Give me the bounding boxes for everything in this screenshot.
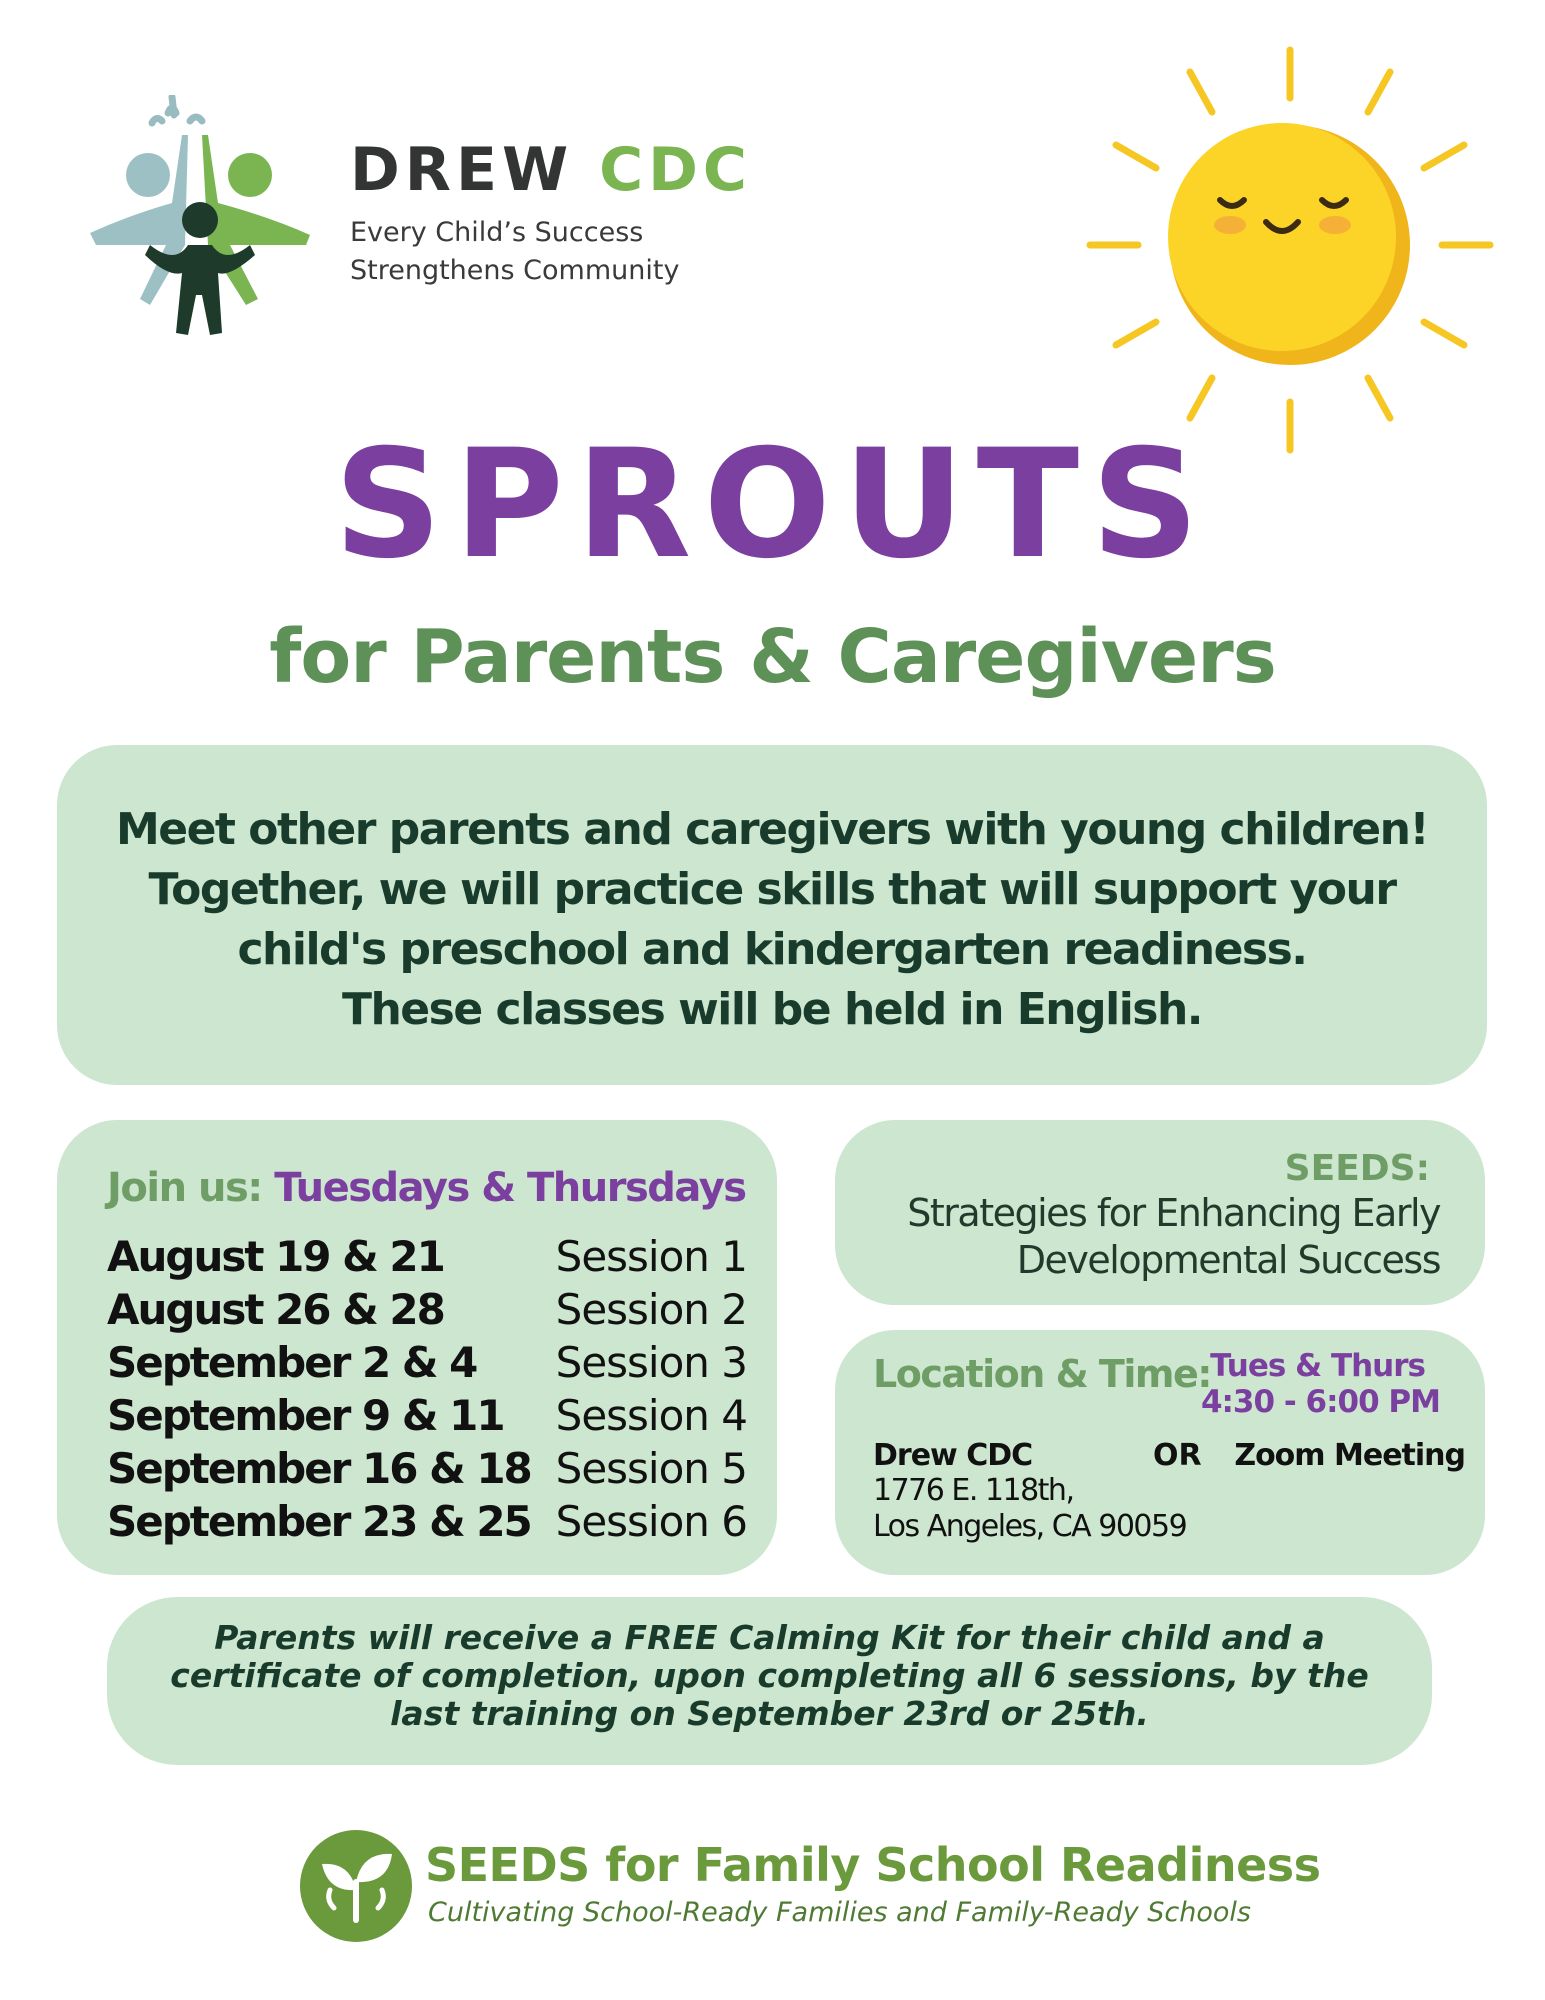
intro-line: Meet other parents and caregivers with young children! [115, 804, 1429, 855]
location-zoom: Zoom Meeting [1234, 1438, 1465, 1473]
note-text [107, 1619, 1432, 1733]
schedule-heading [107, 1165, 746, 1211]
location-time: 4:30 - 6:00 PM [1200, 1384, 1440, 1420]
seeds-title: SEEDS: [1284, 1148, 1430, 1189]
location-or: OR [1153, 1438, 1202, 1473]
brand-block [350, 135, 752, 290]
schedule-days: Tuesdays & Thursdays [274, 1165, 746, 1211]
schedule-date: September 9 & 11 [107, 1391, 504, 1440]
brand-tagline [350, 214, 752, 290]
seeds-desc-line: Strategies for Enhancing Early [907, 1191, 1440, 1235]
schedule-session: Session 3 [555, 1338, 747, 1387]
footer-subtitle: Cultivating School-Ready Families and Family-Ready Schools [428, 1897, 1251, 1928]
seeds-desc-line: Developmental Success [1016, 1238, 1440, 1282]
schedule-date: September 23 & 25 [107, 1497, 531, 1546]
intro-line: child's preschool and kindergarten readiness. [237, 924, 1307, 975]
intro-line: These classes will be held in English. [341, 984, 1203, 1035]
brand-tagline-line2: Strengthens Community [350, 255, 680, 286]
intro-card [57, 745, 1487, 1085]
note-line: certificate of completion, upon completing all 6 sessions, by the [170, 1656, 1369, 1695]
page-subtitle: for Parents & Caregivers [269, 614, 1276, 700]
location-address [873, 1473, 1186, 1545]
note-line: last training on September 23rd or 25th. [390, 1694, 1149, 1733]
schedule-date: August 19 & 21 [107, 1232, 444, 1281]
schedule-date: September 2 & 4 [107, 1338, 477, 1387]
location-card [835, 1330, 1485, 1575]
schedule-date: August 26 & 28 [107, 1285, 444, 1334]
address-line: 1776 E. 118th, [873, 1473, 1074, 1508]
schedule-row [107, 1495, 747, 1548]
schedule-row [107, 1389, 747, 1442]
brand-name-drew: DREW [350, 135, 574, 205]
schedule-join-label: Join us: [107, 1165, 262, 1211]
page-title: SPROUTS [333, 418, 1212, 592]
address-line: Los Angeles, CA 90059 [873, 1509, 1187, 1544]
intro-line: Together, we will practice skills that will support your [148, 864, 1396, 915]
schedule-list [107, 1230, 747, 1548]
location-label: Location & Time: [873, 1352, 1211, 1396]
brand-tagline-line1: Every Child’s Success [350, 217, 644, 248]
location-venue: Drew CDC [873, 1438, 1033, 1473]
schedule-row [107, 1230, 747, 1283]
schedule-date: September 16 & 18 [107, 1444, 531, 1493]
schedule-session: Session 4 [555, 1391, 747, 1440]
schedule-row [107, 1442, 747, 1495]
location-days: Tues & Thurs [1210, 1348, 1425, 1384]
footer-title: SEEDS for Family School Readiness [425, 1838, 1321, 1892]
smiling-sun-icon [1080, 40, 1500, 460]
brand-name [350, 135, 752, 205]
brand-name-cdc: CDC [599, 135, 752, 205]
calming-kit-note [107, 1597, 1432, 1765]
seedling-logo-icon [300, 1830, 412, 1942]
drew-cdc-logo-icon [90, 95, 320, 345]
schedule-row [107, 1336, 747, 1389]
schedule-session: Session 1 [555, 1232, 747, 1281]
note-line: Parents will receive a FREE Calming Kit for their child and a [214, 1618, 1325, 1657]
schedule-row [107, 1283, 747, 1336]
seeds-description [907, 1190, 1440, 1284]
schedule-card [57, 1120, 777, 1575]
schedule-session: Session 5 [555, 1444, 747, 1493]
seeds-card [835, 1120, 1485, 1305]
intro-text [57, 800, 1487, 1040]
schedule-session: Session 2 [555, 1285, 747, 1334]
schedule-session: Session 6 [555, 1497, 747, 1546]
